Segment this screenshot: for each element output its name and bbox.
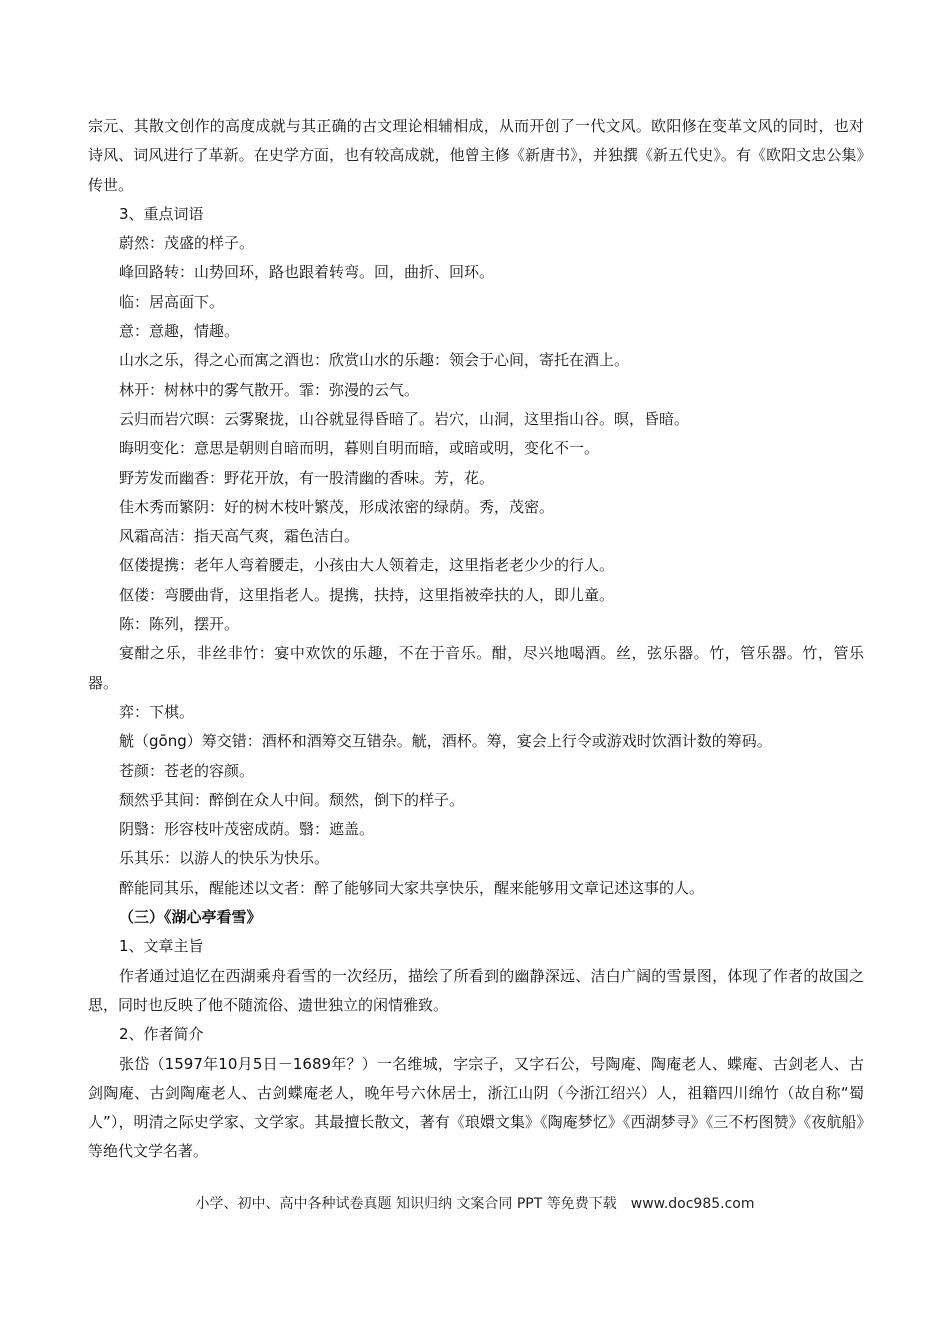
paragraph: 宗元、其散文创作的高度成就与其正确的古文理论相辅相成，从而开创了一代文风。欧阳修在变革文风的同时，也对诗风、词风进行了革新。在史学方面，也有较高成就，他曾主修《新唐书》，并独撰《新五代史》。有《欧阳文忠公集》传世。 [88,117,864,194]
glossary-entry: 觥（gōng）筹交错：酒杯和酒筹交互错杂。觥，酒杯。筹，宴会上行令或游戏时饮酒计数的筹码。 [119,732,772,751]
glossary-entry: 林开：树林中的雾气散开。霏：弥漫的云气。 [119,380,420,399]
section-heading: 1、文章主旨 [119,937,204,956]
glossary-entry: 醉能同其乐，醒能述以文者：醉了能够同大家共享快乐，醒来能够用文章记述这事的人。 [119,878,705,897]
chapter-heading: （三）《湖心亭看雪》 [119,908,262,927]
page-footer [0,1193,950,1213]
glossary-entry: 山水之乐，得之心而寓之酒也：欣赏山水的乐趣：领会于心间，寄托在酒上。 [119,351,630,370]
document-body [88,112,864,1167]
glossary-entry: 宴酣之乐，非丝非竹：宴中欢饮的乐趣，不在于音乐。酣，尽兴地喝酒。丝，弦乐器。竹，管乐器。竹，管乐器。 [88,644,864,692]
glossary-entry: 蔚然：茂盛的样子。 [119,234,255,253]
glossary-entry: 晦明变化：意思是朝则自暗而明，暮则自明而暗，或暗或明，变化不一。 [119,439,600,458]
section-heading: 3、重点词语 [119,204,204,223]
footer-link[interactable]: www.doc985.com [630,1196,755,1212]
paragraph: 张岱（1597年10月5日－1689年？）一名维城，字宗子，又字石公，号陶庵、陶庵老人、蝶庵、古剑老人、古剑陶庵、古剑陶庵老人、古剑蝶庵老人，晚年号六休居士，浙江山阴（今浙江绍兴）人，祖籍四川绵竹（故自称“蜀人”），明清之际史学家、文学家。其最擅长散文，著有《琅嬛文集》《陶庵梦忆》《西湖梦寻》《三不朽图赞》《夜航船》等绝代文学名著。 [88,1054,864,1161]
glossary-entry: 佳木秀而繁阴：好的树木枝叶繁茂，形成浓密的绿荫。秀，茂密。 [119,497,555,516]
glossary-entry: 意：意趣，情趣。 [119,322,240,341]
glossary-entry: 颓然乎其间：醉倒在众人中间。颓然，倒下的样子。 [119,790,465,809]
glossary-entry: 弈：下棋。 [119,702,195,721]
glossary-entry: 伛偻：弯腰曲背，这里指老人。提携，扶持，这里指被牵扶的人，即儿童。 [119,585,615,604]
glossary-entry: 临：居高面下。 [119,292,225,311]
glossary-entry: 峰回路转：山势回环，路也跟着转弯。回，曲折、回环。 [119,263,495,282]
glossary-entry: 云归而岩穴暝：云雾聚拢，山谷就显得昏暗了。岩穴，山洞，这里指山谷。暝，昏暗。 [119,409,690,428]
glossary-entry: 陈：陈列，摆开。 [119,615,240,634]
glossary-entry: 野芳发而幽香：野花开放，有一股清幽的香味。芳，花。 [119,468,495,487]
glossary-entry: 风霜高洁：指天高气爽，霜色洁白。 [119,527,360,546]
section-heading: 2、作者简介 [119,1025,204,1044]
footer-text: 小学、初中、高中各种试卷真题 知识归纳 文案合同 PPT 等免费下载 [195,1196,617,1212]
glossary-entry: 伛偻提携：老年人弯着腰走，小孩由大人领着走，这里指老老少少的行人。 [119,556,615,575]
glossary-entry: 苍颜：苍老的容颜。 [119,761,255,780]
glossary-entry: 阴翳：形容枝叶茂密成荫。翳：遮盖。 [119,820,375,839]
glossary-entry: 乐其乐：以游人的快乐为快乐。 [119,849,330,868]
paragraph: 作者通过追忆在西湖乘舟看雪的一次经历，描绘了所看到的幽静深远、洁白广阔的雪景图，体现了作者的故国之思，同时也反映了他不随流俗、遗世独立的闲情雅致。 [88,966,864,1014]
